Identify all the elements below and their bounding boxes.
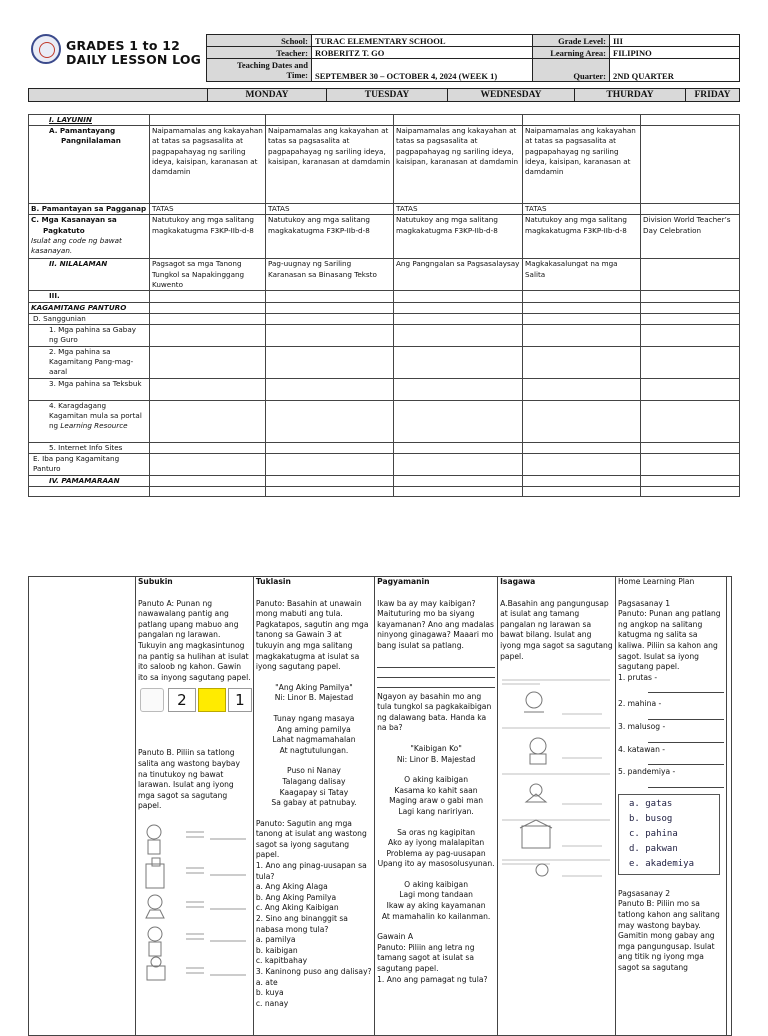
row-kagamitang-panturo: KAGAMITANG PANTURO <box>29 302 150 313</box>
cell-empty <box>266 401 394 443</box>
school-value: TURAC ELEMENTARY SCHOOL <box>312 35 533 47</box>
row-kagamitang-pang-mag-aaral: 2. Mga pahina sa Kagamitang Pang-mag-aaral <box>29 347 150 379</box>
cell-empty <box>641 325 740 347</box>
answer-line <box>648 733 724 743</box>
cell-empty <box>266 476 394 487</box>
row-pamamaraan: IV. PAMAMARAAN <box>29 476 150 487</box>
poem-line: Upang ito ay masosolusyunan. <box>377 859 495 869</box>
subukin-worksheet-drawings <box>138 822 250 992</box>
answer-line <box>648 683 724 693</box>
cell-empty <box>523 347 641 379</box>
lightbulb-icon <box>140 688 164 712</box>
cell-empty <box>266 487 394 497</box>
cell-empty <box>523 401 641 443</box>
cell-empty <box>150 443 266 454</box>
cell-empty <box>150 347 266 379</box>
grade-level-label: Grade Level: <box>533 35 610 47</box>
learning-area-value: FILIPINO <box>610 47 740 59</box>
poem-line: Maging araw o gabi man <box>389 796 484 806</box>
cell-empty <box>150 487 266 497</box>
cell-empty <box>150 454 266 476</box>
kasanayan-wednesday: Natutukoy ang mga salitang magkakatugma F3KP-IIb-d-8 <box>394 215 523 259</box>
lesson-log-table <box>28 114 740 497</box>
grade-level-value: III <box>610 35 740 47</box>
cell-empty <box>266 302 394 313</box>
tuklasin-panuto: Panuto: Basahin at unawain mong mabuti ang tula. Pagkatapos, sagutin ang mga tanong sa Gawain 3 at tukuyin ang mga salitang magkakatugma at isulat sa iyong sagutang papel. <box>255 598 369 672</box>
cell-empty <box>641 126 740 204</box>
tuklasin-cell <box>253 577 374 1036</box>
cell-empty <box>727 577 732 1036</box>
poem-line: Lagi kang naririyan. <box>398 806 474 816</box>
subukin-panuto-a: Panuto A: Punan ng nawawalang pantig ang patlang upang mabuo ang pangalan ng larawan. Tukuyin ang magkasintunog na pantig sa hulihan at isulat ito saloob ng kahon. Gawin ito sa inyong sagutang papel. <box>137 598 251 682</box>
cell-empty <box>641 259 740 291</box>
cell-empty <box>641 115 740 126</box>
cell-empty <box>394 313 523 324</box>
item-line: 1. prutas - <box>618 672 658 682</box>
cell-empty <box>266 313 394 324</box>
choice-item: e. akademiya <box>629 858 695 869</box>
cell-empty <box>641 443 740 454</box>
cell-empty <box>641 487 740 497</box>
isagawa-panuto: A.Basahin ang pangungusap at isulat ang tamang pangalan ng larawan sa bawat bilang. Isulat ang iyong mga sagot sa sagutang papel. <box>500 598 613 661</box>
poem-line: Tunay ngang masaya <box>273 713 355 723</box>
poem-line: Lagi mong tandaan <box>399 890 473 900</box>
poem-line: Puso ni Nanay <box>287 766 341 776</box>
poem-line: Kaagapay si Tatay <box>279 787 349 797</box>
pang-monday: Naipamamalas ang kakayahan at tatas sa pagsasalita at pagpapahayag ng sariling ideya, kaisipan, karanasan at damdamin <box>150 126 266 204</box>
poem-author: Ni: Linor B. Majestad <box>274 693 354 703</box>
nilalaman-monday: Pagsagot sa mga Tanong Tungkol sa Napakinggang Kuwento <box>150 259 266 291</box>
poem-title: "Ang Aking Pamilya" <box>275 682 353 692</box>
cell-empty <box>150 401 266 443</box>
row-learning-resource: 4. Karagdagang Kagamitan mula sa portal ng Learning Resource <box>29 401 150 443</box>
cell-empty <box>523 476 641 487</box>
cell-empty <box>523 379 641 401</box>
cell-empty <box>150 115 266 126</box>
nilalaman-tuesday: Pag-uugnay ng Sariling Karanasan sa Binasang Teksto <box>266 259 394 291</box>
kasanayan-thursday: Natutukoy ang mga salitang magkakatugma F3KP-IIb-d-8 <box>523 215 641 259</box>
cell-empty <box>266 443 394 454</box>
poem-line: O aking kaibigan <box>404 775 469 785</box>
row-internet-info-sites: 5. Internet Info Sites <box>29 443 150 454</box>
log-title-line2: DAILY LESSON LOG <box>66 52 202 67</box>
pang-tuesday: Naipamamalas ang kakayahan at tatas sa pagsasalita at pagpapahayag ng sariling ideya, kaisipan, karanasan at damdamin <box>266 126 394 204</box>
cell-empty <box>394 454 523 476</box>
nilalaman-wednesday: Ang Pangngalan sa Pagsasalaysay <box>394 259 523 291</box>
cell-empty <box>150 302 266 313</box>
cell-empty <box>641 347 740 379</box>
question-line: b. kuya <box>255 988 284 998</box>
poem-line: Problema ay pag-uusapan <box>386 848 486 858</box>
quarter-value: 2ND QUARTER <box>610 59 740 82</box>
isagawa-cell <box>498 577 616 1036</box>
question-line: a. Ang Aking Alaga <box>255 882 328 892</box>
row-nilalaman: II. NILALAMAN <box>29 259 150 291</box>
cell-empty <box>394 115 523 126</box>
gawain-a-heading: Gawain A <box>377 932 414 942</box>
pagganap-wednesday: TATAS <box>394 204 523 215</box>
item-line: 5. pandemiya - <box>618 767 676 777</box>
choices-box <box>618 794 720 875</box>
deped-seal-icon <box>31 34 61 64</box>
quarter-label: Quarter: <box>533 59 610 82</box>
pagganap-monday: TATAS <box>150 204 266 215</box>
nilalaman-thursday: Magkakasalungat na mga Salita <box>523 259 641 291</box>
log-title-line1: GRADES 1 to 12 <box>66 38 180 53</box>
home-learning-plan-heading: Home Learning Plan <box>618 577 695 586</box>
choice-item: d. pakwan <box>629 843 678 854</box>
choice-item: c. pahina <box>629 828 678 839</box>
item-line: 4. katawan - <box>618 744 666 754</box>
day-tuesday: TUESDAY <box>327 89 448 102</box>
cell-empty <box>266 291 394 302</box>
header-info-table <box>206 34 740 82</box>
school-label: School: <box>207 35 312 47</box>
pagsasanay-1-panuto: Panuto: Punan ang patlang ng angkop na salitang katugma ng salita sa kaliwa. Piliin sa kahon ang sagot. Isulat sa iyong sagutang papel. <box>618 609 721 672</box>
answer-line <box>648 710 724 720</box>
cell-empty <box>266 454 394 476</box>
cell-empty <box>394 302 523 313</box>
pagyamanin-cell <box>375 577 498 1036</box>
yellow-box <box>198 688 226 712</box>
item-line: 3. malusog - <box>618 721 666 731</box>
cell-empty <box>150 291 266 302</box>
cell-empty <box>523 302 641 313</box>
cell-empty <box>523 487 641 497</box>
row-iii: III. <box>29 291 150 302</box>
cell-empty <box>641 204 740 215</box>
answer-line <box>377 668 495 678</box>
teacher-label: Teacher: <box>207 47 312 59</box>
isagawa-worksheet-drawings <box>500 670 612 880</box>
pang-thursday: Naipamamalas ang kakayahan at tatas sa pagsasalita at pagpapahayag ng sariling ideya, kaisipan, karanasan at damdamin <box>523 126 641 204</box>
question-line: b. kaibigan <box>255 945 298 955</box>
subukin-panuto-b: Panuto B. Piliin sa tatlong salita ang wastong baybay na tinutukoy ng bawat larawan. Isulat ang iyong mga sagot sa sagutang papel. <box>137 748 240 811</box>
choice-item: b. busog <box>629 813 673 824</box>
dates-label: Teaching Dates and Time: <box>207 59 312 82</box>
cell-empty <box>523 115 641 126</box>
row-kasanayan: C. Mga Kasanayan sa Pagkatuto Isulat ang code ng bawat kasanayan. <box>29 215 150 259</box>
question-line: c. kapitbahay <box>255 956 308 966</box>
subukin-heading: Subukin <box>137 577 173 586</box>
question-line: c. nanay <box>255 998 289 1008</box>
pang-wednesday: Naipamamalas ang kakayahan at tatas sa pagsasalita at pagpapahayag ng sariling ideya, kaisipan, karanasan at damdamin <box>394 126 523 204</box>
subukin-picture-boxes <box>138 686 251 714</box>
poem-line: Lahat nagmamahalan <box>272 735 356 745</box>
question-line: 1. Ano ang pamagat ng tula? <box>377 974 488 984</box>
day-wednesday: WEDNESDAY <box>448 89 575 102</box>
row-pamantayang-pangnilalaman: A. Pamantayang Pangnilalaman <box>29 126 150 204</box>
poem-line: Sa oras ng kagipitan <box>397 827 476 837</box>
subukin-cell <box>135 577 253 1036</box>
poem-line: At mamahalin ko kailanman. <box>381 911 491 921</box>
kasanayan-monday: Natutukoy ang mga salitang magkakatugma F3KP-IIb-d-8 <box>150 215 266 259</box>
number-box: 1 <box>228 688 252 712</box>
poem-line: At nagtutulungan. <box>279 745 349 755</box>
cell-empty <box>523 325 641 347</box>
pagsasanay-2-title: Pagsasanay 2 <box>618 888 671 898</box>
row-pamantayan-sa-pagganap: B. Pamantayan sa Pagganap <box>29 204 150 215</box>
cell-empty <box>523 443 641 454</box>
cell-empty <box>394 487 523 497</box>
pagganap-thursday: TATAS <box>523 204 641 215</box>
gawain-a-panuto: Panuto: Piliin ang letra ng tamang sagot at isulat sa sagutang papel. <box>377 942 475 974</box>
cell-empty <box>150 313 266 324</box>
cell-empty <box>641 302 740 313</box>
cell-empty <box>641 379 740 401</box>
activities-left-blank <box>29 577 136 1036</box>
poem-line: Kasama ko kahit saan <box>394 785 478 795</box>
home-learning-plan-cell <box>616 577 727 1036</box>
poem-line: Ang aming pamilya <box>277 724 351 734</box>
pagganap-tuesday: TATAS <box>266 204 394 215</box>
row-iba-pang-kagamitang-panturo: E. Iba pang Kagamitang Panturo <box>29 454 150 476</box>
cell-empty <box>150 325 266 347</box>
cell-empty <box>523 291 641 302</box>
poem-author: Ni: Linor B. Majestad <box>396 754 476 764</box>
answer-line <box>377 678 495 688</box>
poem-line: Talagang dalisay <box>282 776 346 786</box>
cell-empty <box>394 347 523 379</box>
poem-line: Ikaw ay aking kayamanan <box>386 901 486 911</box>
pagyamanin-intro-2: Ngayon ay basahin mo ang tula tungkol sa pagkakaibigan ng dalawang bata. Handa ka na ba? <box>377 691 492 733</box>
cell-empty <box>394 379 523 401</box>
row-teksbuk: 3. Mga pahina sa Teksbuk <box>29 379 150 401</box>
pagsasanay-2-panuto: Panuto B: Piliin mo sa tatlong kahon ang salitang may wastong baybay. Gamitin mong gabay ang mga pangungusap. Isulat ang titik ng iyong mga sagot sa sagutang <box>618 899 720 972</box>
question-line: a. pamilya <box>255 935 296 945</box>
question-line: c. Ang Aking Kaibigan <box>255 903 339 913</box>
tuklasin-heading: Tuklasin <box>255 577 291 586</box>
isagawa-heading: Isagawa <box>500 577 536 586</box>
question-line: 2. Sino ang binanggit sa nabasa mong tula? <box>255 914 348 934</box>
row-layunin: I. LAYUNIN <box>29 115 150 126</box>
row-sanggunian: D. Sanggunian <box>29 313 150 324</box>
cell-empty <box>266 325 394 347</box>
tuklasin-panuto-2: Panuto: Sagutin ang mga tanong at isulat ang wastong sagot sa iyong sagutang papel. <box>255 818 367 860</box>
cell-empty <box>29 487 150 497</box>
teacher-value: ROBERITZ T. GO <box>312 47 533 59</box>
weekday-header-row <box>28 88 740 102</box>
item-line: 2. mahina - <box>618 699 662 709</box>
kasanayan-friday: Division World Teacher’s Day Celebration <box>641 215 740 259</box>
cell-empty <box>394 401 523 443</box>
poem-line: Sa gabay at patnubay. <box>271 798 357 808</box>
learning-area-label: Learning Area: <box>533 47 610 59</box>
answer-line <box>648 778 724 788</box>
poem-title: "Kaibigan Ko" <box>410 743 462 753</box>
cell-empty <box>641 476 740 487</box>
cell-empty <box>394 476 523 487</box>
cell-empty <box>523 313 641 324</box>
day-monday: MONDAY <box>208 89 327 102</box>
activities-table <box>28 576 732 1036</box>
poem-line: O aking kaibigan <box>404 879 469 889</box>
day-spacer <box>29 89 208 102</box>
cell-empty <box>394 325 523 347</box>
question-line: 1. Ano ang pinag-uusapan sa tula? <box>255 861 367 881</box>
question-line: 3. Kaninong puso ang dalisay? <box>255 967 372 976</box>
cell-empty <box>641 401 740 443</box>
number-box: 2 <box>168 688 196 712</box>
poem-line: Ako ay iyong malalapitan <box>387 838 485 848</box>
dates-value: SEPTEMBER 30 – OCTOBER 4, 2024 (WEEK 1) <box>312 59 533 82</box>
cell-empty <box>266 347 394 379</box>
kasanayan-tuesday: Natutukoy ang mga salitang magkakatugma F3KP-IIb-d-8 <box>266 215 394 259</box>
cell-empty <box>394 443 523 454</box>
answer-line <box>648 755 724 765</box>
pagyamanin-heading: Pagyamanin <box>377 577 430 586</box>
cell-empty <box>641 454 740 476</box>
pagyamanin-intro: Ikaw ba ay may kaibigan? Maituturing mo ba siyang kayamanan? Ano ang madalas ninyong ginagawa? Maaari mo bang isulat sa patlang. <box>377 598 494 650</box>
row-gabay-ng-guro: 1. Mga pahina sa Gabay ng Guro <box>29 325 150 347</box>
choice-item: a. gatas <box>629 798 673 809</box>
cell-empty <box>394 291 523 302</box>
cell-empty <box>150 476 266 487</box>
cell-empty <box>150 379 266 401</box>
day-thursday: THURDAY <box>575 89 686 102</box>
answer-line <box>377 658 495 668</box>
pagsasanay-1-title: Pagsasanay 1 <box>618 598 671 608</box>
question-line: b. Ang Aking Pamilya <box>255 892 337 902</box>
cell-empty <box>523 454 641 476</box>
cell-empty <box>641 291 740 302</box>
question-line: a. ate <box>255 977 278 987</box>
cell-empty <box>266 379 394 401</box>
cell-empty <box>641 313 740 324</box>
cell-empty <box>266 115 394 126</box>
day-friday: FRIDAY <box>686 89 740 102</box>
